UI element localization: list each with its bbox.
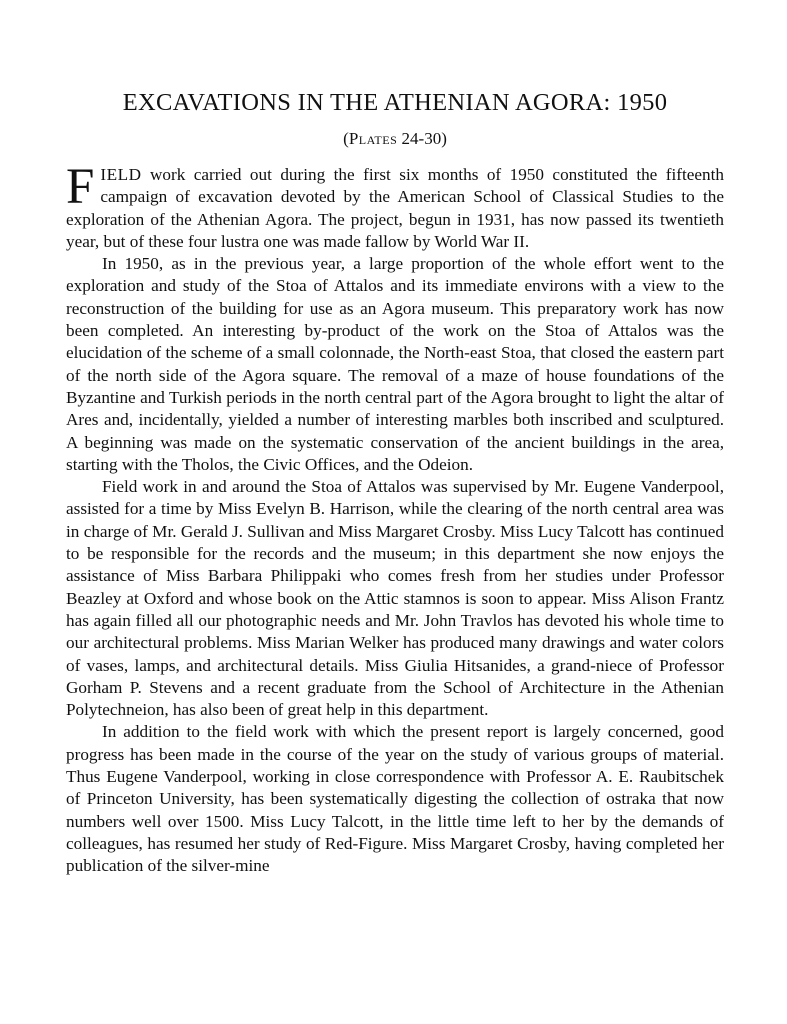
article-body (66, 159, 724, 878)
page (66, 88, 724, 878)
drop-cap: F (66, 159, 95, 215)
first-word-rest: IELD (100, 165, 142, 184)
article-title: EXCAVATIONS IN THE ATHENIAN AGORA: 1950 (122, 89, 668, 116)
plates-label: Plates (348, 129, 398, 148)
paragraph-3: Field work in and around the Stoa of Attalos was supervised by Mr. Eugene Vanderpool, assisted for a time by Miss Evelyn B. Harrison, while the clearing of the north central area was in charge of Mr. Gerald J. Sullivan and Miss Margaret Crosby. Miss Lucy Talcott has continued to be responsible for the records and the museum; in this department she now enjoys the assistance of Miss Barbara Philippaki who comes fresh from her studies under Professor Beazley at Oxford and whose book on the Attic stamnos is soon to appear. Miss Alison Frantz has again filled all our photographic needs and Mr. John Travlos has devoted his whole time to our architectural problems. Miss Marian Welker has produced many drawings and water colors of vases, lamps, and architectural details. Miss Giulia Hitsanides, a grand-niece of Professor Gorham P. Stevens and a recent graduate from the School of Architecture in the Athenian Polytechneion, has also been of great help in this department. (66, 477, 724, 720)
plates-open: ( (343, 129, 349, 148)
plates-reference (66, 128, 724, 150)
plates-range: 24-30) (397, 129, 447, 148)
paragraph-4: In addition to the field work with which the present report is largely concerned, good progress has been made in the course of the year on the study of various groups of material. Thus Eugene Vanderpool, working in close correspondence with Professor A. E. Raubitschek of Princeton University, has been systematically digesting the collection of ostraka that now numbers well over 1500. Miss Lucy Talcott, in the little time left to her by the demands of colleagues, has resumed her study of Red-Figure. Miss Margaret Crosby, having completed her publication of the silver-mine (66, 722, 724, 876)
paragraph-1-text: work carried out during the first six months of 1950 constituted the fifteenth campaign of excavation devoted by the American School of Classical Studies to the exploration of the Athenian Agora. The project, begun in 1931, has now passed its twentieth year, but of these four lustra one was made fallow by World War II. (66, 165, 724, 251)
paragraph-1 (66, 159, 724, 253)
paragraph-2: In 1950, as in the previous year, a large proportion of the whole effort went to the exploration and study of the Stoa of Attalos and its immediate environs with a view to the reconstruction of the building for use as an Agora museum. This preparatory work has now been completed. An interesting by-product of the work on the Stoa of Attalos was the elucidation of the scheme of a small colonnade, the North-east Stoa, that closed the eastern part of the north side of the Agora square. The removal of a maze of house foundations of the Byzantine and Turkish periods in the north central part of the Agora brought to light the altar of Ares and, incidentally, yielded a number of interesting marbles both inscribed and sculptured. A beginning was made on the systematic conservation of the ancient buildings in the area, starting with the Tholos, the Civic Offices, and the Odeion. (66, 254, 724, 474)
